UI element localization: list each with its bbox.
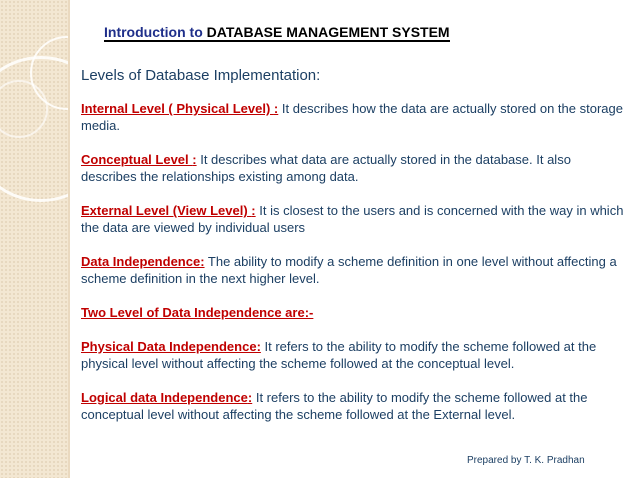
paragraph-text: The ability to modify a scheme definition in one level without affecting a scheme definition in the next higher level. [81,254,617,286]
paragraph-physical-independence [81,338,629,372]
paragraph-external-level [81,202,629,236]
footer-credit: Prepared by T. K. Pradhan [467,455,585,466]
paragraph-two-levels [81,304,629,321]
term-separator: : [247,390,253,405]
title-main: DATABASE MANAGEMENT SYSTEM [206,24,450,40]
term-separator: : [273,101,279,116]
term-label: Internal Level ( Physical Level) [81,101,274,116]
title-lead: Introduction to [104,24,203,40]
paragraph-text: It is closest to the users and is concerned with the way in which the data are viewed by individual users [81,203,624,235]
decorative-sidebar [0,0,68,478]
term-label: Logical data Independence [81,390,248,405]
paragraph-text: It describes what data are actually stored in the database. It also describes the relationships existing among data. [81,152,571,184]
paragraph-text: It describes how the data are actually stored on the storage media. [81,101,623,133]
paragraph-conceptual-level [81,151,629,185]
title-underline [104,40,450,42]
term-label: Data Independence: [81,254,205,269]
paragraph-data-independence [81,253,629,287]
slide-title [104,24,450,40]
term-label: External Level (View Level) [81,203,252,218]
paragraph-internal-level [81,100,629,134]
term-label: Two Level of Data Independence are:- [81,305,314,320]
term-label: Conceptual Level [81,152,193,167]
paragraph-text: It refers to the ability to modify the scheme followed at the physical level without affecting the scheme followed at the conceptual level. [81,339,597,371]
paragraph-text: It refers to the ability to modify the scheme followed at the conceptual level without affecting the scheme followed at the External level. [81,390,588,422]
term-label: Physical Data Independence: [81,339,261,354]
slide-content [81,66,629,440]
section-heading: Levels of Database Implementation: [81,67,321,84]
term-separator: : [192,152,197,167]
term-separator: : [251,203,256,218]
paragraph-logical-independence [81,389,629,423]
sidebar-edge [68,0,70,478]
